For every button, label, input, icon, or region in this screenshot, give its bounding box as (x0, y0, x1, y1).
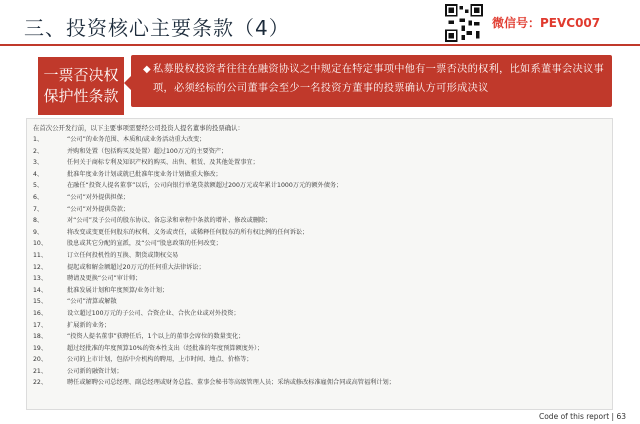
item-number: 1、 (33, 136, 44, 143)
item-number: 17、 (33, 321, 48, 329)
list-item (33, 296, 608, 308)
item-text: “公司”的业务范围、本质和/或业务活动重大改变； (67, 136, 206, 143)
list-item (33, 320, 608, 332)
item-text: 扩展新的业务； (67, 321, 111, 329)
item-text: 聘任或解聘公司总经理、副总经理或财务总监、董事会秘书等高级管理人员；采纳或修改标准雇佣合同或高管福利计划； (67, 379, 395, 387)
list-item (33, 285, 608, 297)
list-item (33, 308, 608, 320)
item-text: 提起或和解金额超过20万元的任何重大法律诉讼； (67, 263, 205, 271)
item-number: 15、 (33, 298, 48, 306)
list-item (33, 169, 608, 181)
item-number: 6、 (33, 193, 44, 201)
header-divider (0, 44, 640, 46)
item-text: 公司新的融资计划； (67, 367, 123, 375)
list-item (33, 204, 608, 216)
item-number: 8、 (33, 217, 44, 225)
item-text: 设立超过100万元的子公司、合资企业、合伙企业或对外投资； (67, 309, 240, 317)
list-item (33, 273, 608, 285)
item-number: 4、 (33, 170, 44, 178)
list-item (33, 215, 608, 227)
item-number: 22、 (33, 379, 48, 387)
item-number: 10、 (33, 240, 48, 248)
item-text: 在融任“投资人提名董事”以后，公司向银行单笔贷款额超过200万元或年累计1000万元的额外债务； (67, 182, 343, 190)
item-number: 7、 (33, 205, 44, 213)
item-number: 12、 (33, 263, 48, 271)
list-item (33, 227, 608, 239)
item-text: “公司”对外提供担保； (67, 193, 130, 201)
item-number: 18、 (33, 333, 48, 341)
item-number: 9、 (33, 228, 44, 236)
list-item (33, 250, 608, 262)
page-title: 三、投资核心主要条款（4） (24, 16, 290, 40)
item-text: 批准年度业务计划或就已批准年度业务计划做重大修改； (67, 170, 222, 178)
item-number: 3、 (33, 159, 44, 167)
list-item (33, 354, 608, 366)
item-number: 13、 (33, 275, 48, 283)
list-item (33, 192, 608, 204)
item-number: 20、 (33, 356, 48, 364)
item-number: 19、 (33, 344, 48, 352)
item-text: 公司的上市计划，包括中介机构的聘用，上市时间、地点、价格等； (67, 356, 253, 364)
item-number: 14、 (33, 286, 48, 294)
item-text: 对“公司”及子公司的股东协议、备忘录和章程中条款的增补、修改或删除； (67, 217, 272, 225)
item-text: “公司”清算或解散 (67, 298, 117, 306)
item-text: 任何关于商标专利及知识产权的购买、出售、租赁、及其他处置事宜； (67, 159, 259, 167)
callout-box (131, 55, 612, 107)
item-text: 超过经批准的年度预算10%的资本性支出（经批准的年度预算额度外）； (67, 344, 264, 352)
list-item (33, 238, 608, 250)
document-list (33, 134, 608, 389)
item-text: 并购和处置（包括购买及处置）超过100万元的主要资产； (67, 147, 228, 155)
item-text: 批准发展计划和年度预算/业务计划； (67, 286, 169, 294)
list-item (33, 343, 608, 355)
document-intro: 在首次公开发行前，以下主要事项需要经公司投资人提名董事的投票确认： (33, 124, 244, 132)
qr-code-icon (445, 4, 483, 42)
list-item (33, 157, 608, 169)
callout-pointer (124, 76, 131, 90)
page-footer: Code of this report | 63 (538, 412, 626, 421)
item-text: 将改变或变更任何股东的权利、义务或责任，或稀释任何股东的所有权比例的任何诉讼； (67, 228, 309, 236)
item-number: 16、 (33, 309, 48, 317)
section-label-line2: 保护性条款 (43, 87, 119, 105)
list-item (33, 146, 608, 158)
callout-text: 私募股权投资者往往在融资协议之中规定在特定事项中他有一票否决的权利，比如系董事会决议事项，必须经标的公司董事会至少一名投资方董事的投票确认方可形成决议 (153, 64, 604, 94)
item-text: “公司”对外提供贷款； (67, 205, 130, 213)
bullet-icon: ◆ (143, 64, 151, 75)
item-text: 股息或其它分配的宣派，及“公司”股息政策的任何改变； (67, 240, 222, 248)
list-item (33, 180, 608, 192)
list-item (33, 262, 608, 274)
list-item (33, 377, 608, 389)
list-item (33, 134, 608, 146)
section-label-line1: 一票否决权 (43, 66, 119, 84)
item-text: “投资人提名董事”获聘任后，1个以上的董事会席位的数量变化； (67, 333, 245, 341)
document-excerpt (26, 118, 613, 410)
wechat-id: 微信号：PEVC007 (492, 16, 601, 30)
section-label (38, 57, 124, 115)
item-text: 订立任何投机性的互换、期货或期权交易 (67, 251, 179, 259)
list-item (33, 366, 608, 378)
list-item (33, 331, 608, 343)
item-number: 11、 (33, 251, 48, 259)
item-number: 2、 (33, 147, 44, 155)
item-number: 5、 (33, 182, 44, 190)
item-number: 21、 (33, 367, 48, 375)
item-text: 聘请及更换“公司”审计师； (67, 275, 142, 283)
